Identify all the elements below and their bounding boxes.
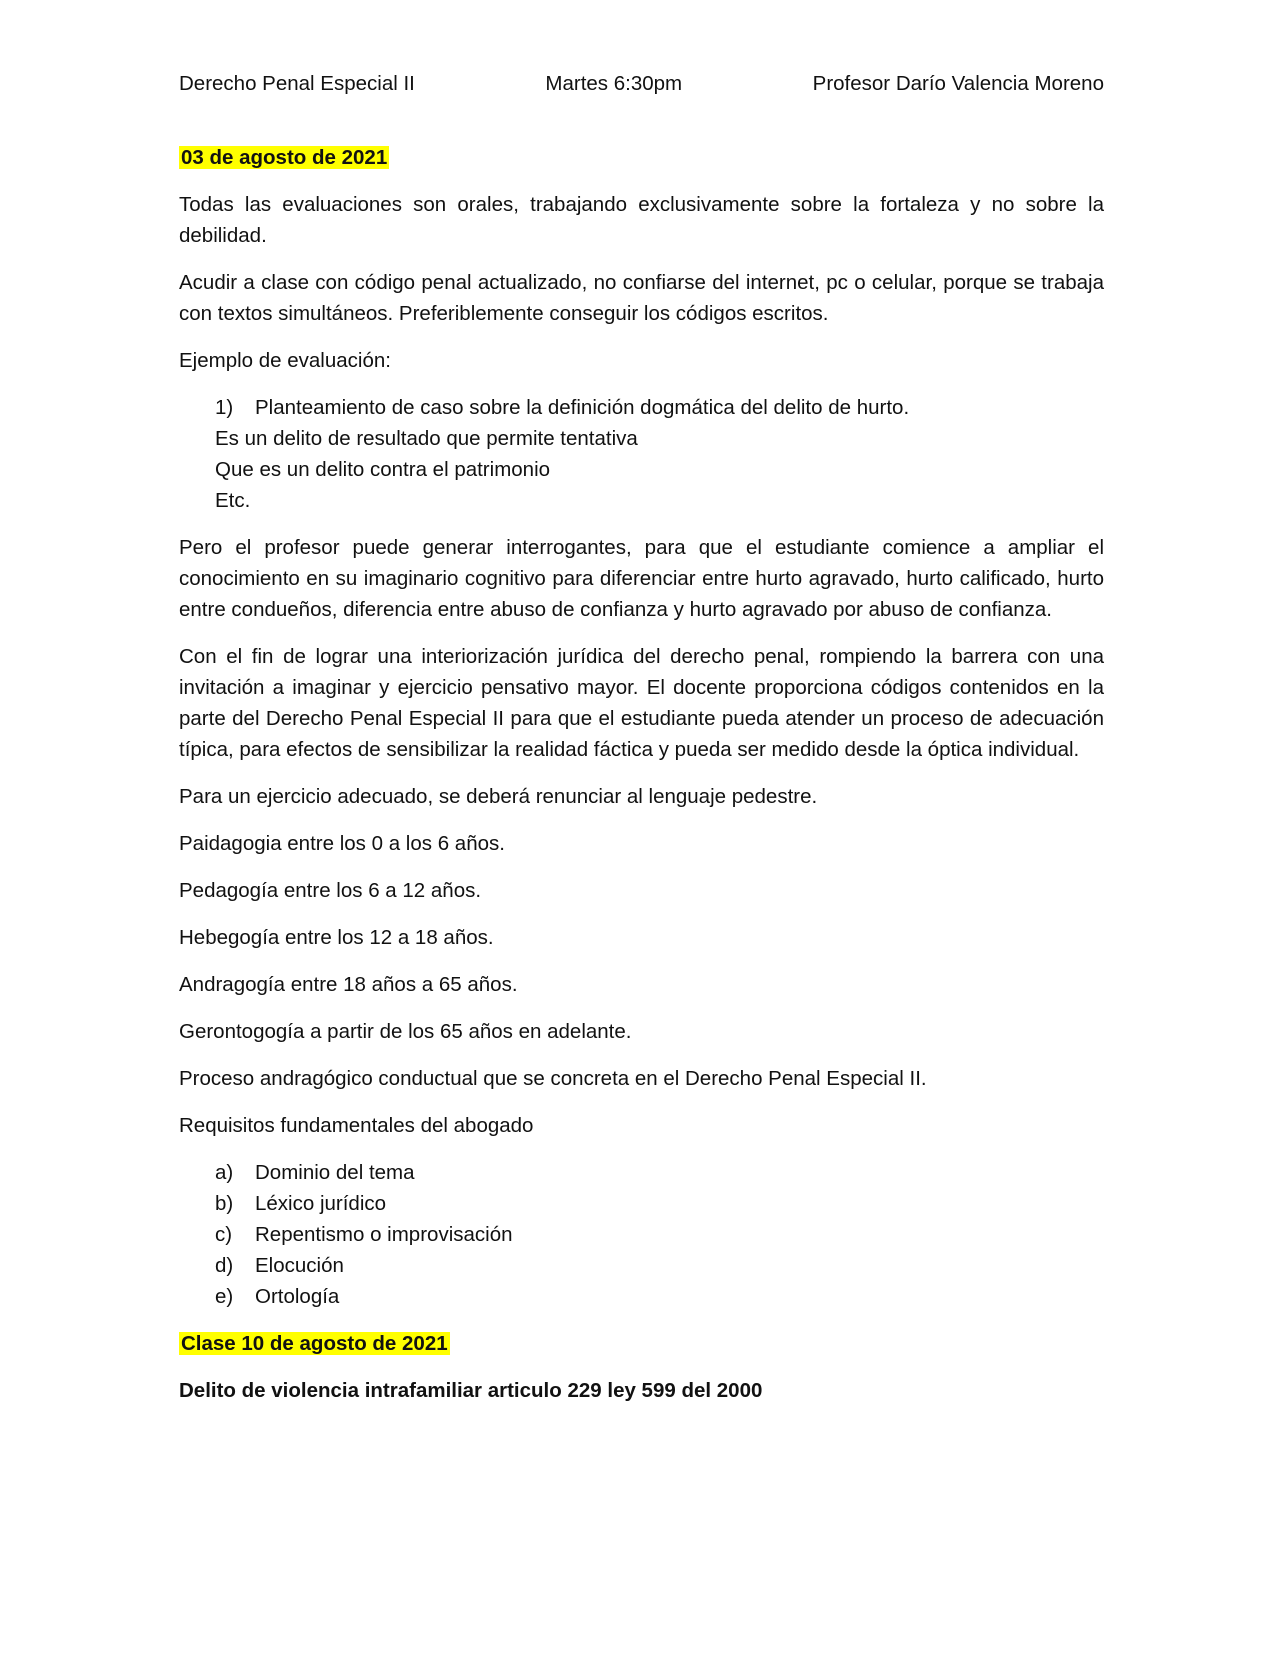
- document-page: [179, 68, 1104, 1422]
- list-marker: b): [215, 1192, 234, 1215]
- list-item-text: Ortología: [255, 1285, 340, 1308]
- paragraph-questions: Pero el profesor puede generar interrogantes, para que el estudiante comience a ampliar el conocimiento en su imaginario cognitivo para diferenciar entre hurto agravado, hurto calificado, hurto entre condueños, diferencia entre abuso de confianza y hurto agravado por abuso de confianza.: [179, 536, 1104, 621]
- list-item-text: Dominio del tema: [255, 1161, 415, 1184]
- list-item: [179, 1250, 1104, 1281]
- paragraph-evaluations: Todas las evaluaciones son orales, trabajando exclusivamente sobre la fortaleza y no sobre la debilidad.: [179, 193, 1104, 247]
- list-item: [179, 1219, 1104, 1250]
- section-date-2: [179, 1328, 1104, 1359]
- list-marker: c): [215, 1223, 233, 1246]
- page-header: [179, 68, 1104, 108]
- list-item-text: Repentismo o improvisación: [255, 1223, 513, 1246]
- list-item: [179, 392, 1104, 423]
- paragraph-gerontogogia: Gerontogogía a partir de los 65 años en adelante.: [179, 1020, 632, 1043]
- list-item: [179, 1281, 1104, 1312]
- paragraph-hebegogia: Hebegogía entre los 12 a 18 años.: [179, 926, 494, 949]
- list-item-text: Elocución: [255, 1254, 344, 1277]
- class-schedule: Martes 6:30pm: [545, 72, 683, 95]
- list-item-text: Léxico jurídico: [255, 1192, 387, 1215]
- course-name: Derecho Penal Especial II: [179, 72, 415, 95]
- list-item: [179, 1157, 1104, 1188]
- paragraph-penal-code: Acudir a clase con código penal actualizado, no confiarse del internet, pc o celular, porque se trabaja con textos simultáneos. Preferiblemente conseguir los códigos escritos.: [179, 271, 1104, 325]
- list-subline: Es un delito de resultado que permite tentativa: [215, 427, 638, 450]
- list-item: [179, 1188, 1104, 1219]
- list-marker: d): [215, 1254, 234, 1277]
- example-list: [179, 392, 1104, 516]
- list-marker: 1): [215, 396, 234, 419]
- list-subline: Etc.: [215, 489, 251, 512]
- paragraph-pedagogia: Pedagogía entre los 6 a 12 años.: [179, 879, 482, 902]
- paragraph-paidagogia: Paidagogia entre los 0 a los 6 años.: [179, 832, 505, 855]
- highlighted-date: Clase 10 de agosto de 2021: [181, 1332, 448, 1355]
- section-date-1: [179, 142, 1104, 173]
- section-heading: Delito de violencia intrafamiliar articulo 229 ley 599 del 2000: [179, 1379, 763, 1402]
- paragraph-andragogia: Andragogía entre 18 años a 65 años.: [179, 973, 518, 996]
- list-subline: Que es un delito contra el patrimonio: [215, 458, 551, 481]
- example-label: Ejemplo de evaluación:: [179, 349, 391, 372]
- paragraph-interiorization: Con el fin de lograr una interiorización jurídica del derecho penal, rompiendo la barrera con una invitación a imaginar y ejercicio pensativo mayor. El docente proporciona códigos contenidos en la parte del Derecho Penal Especial II para que el estudiante pueda atender un proceso de adecuación típica, para efectos de sensibilizar la realidad fáctica y pueda ser medido desde la óptica individual.: [179, 645, 1104, 761]
- list-marker: e): [215, 1285, 234, 1308]
- highlighted-date: 03 de agosto de 2021: [181, 146, 388, 169]
- list-item-text: Planteamiento de caso sobre la definición dogmática del delito de hurto.: [255, 396, 910, 419]
- list-marker: a): [215, 1161, 234, 1184]
- professor-name: Profesor Darío Valencia Moreno: [812, 72, 1104, 95]
- requirements-label: Requisitos fundamentales del abogado: [179, 1114, 534, 1137]
- paragraph-language: Para un ejercicio adecuado, se deberá renunciar al lenguaje pedestre.: [179, 785, 818, 808]
- paragraph-process: Proceso andragógico conductual que se concreta en el Derecho Penal Especial II.: [179, 1067, 927, 1090]
- requirements-list: [179, 1157, 1104, 1312]
